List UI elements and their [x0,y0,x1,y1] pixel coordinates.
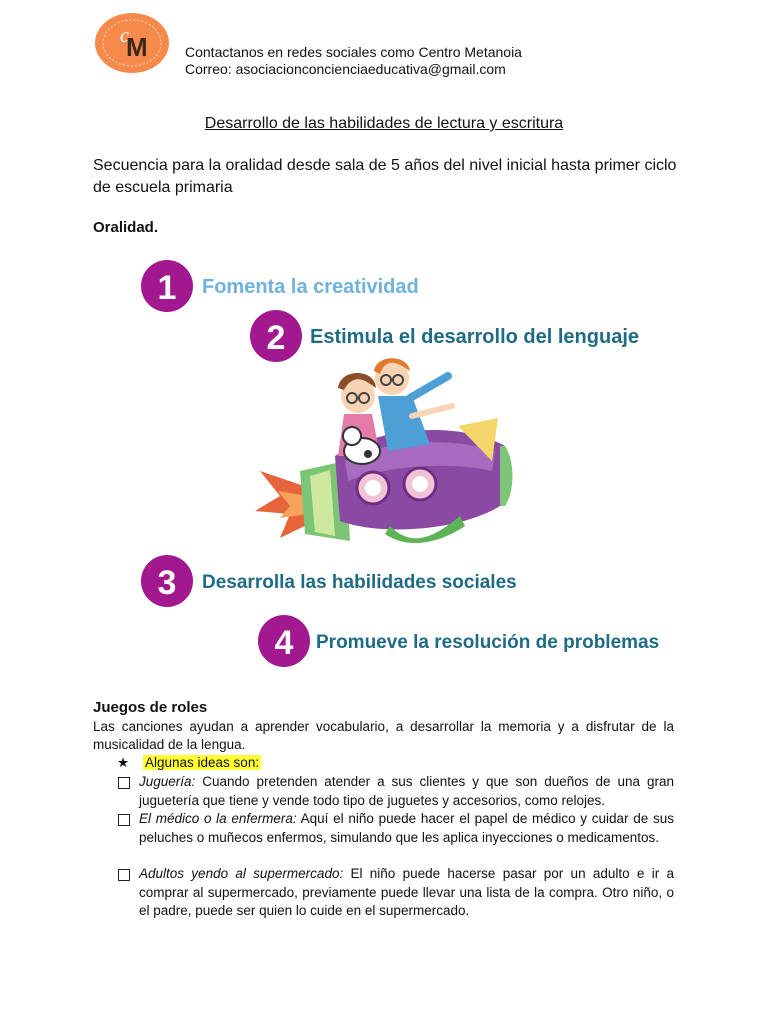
checkbox-icon [118,777,130,789]
svg-text:c: c [120,25,129,47]
roles-paragraph: Las canciones ayudan a aprender vocabulario, a desarrollar la memoria y a disfrutar de la musicalidad de la lengua. [93,719,674,752]
ideas-label: Algunas ideas son: [145,755,260,770]
item-title: El médico o la enfermera: [139,811,297,826]
infographic-number-2: 2 [266,319,286,357]
infographic-label-1: Fomenta la creatividad [202,276,419,298]
infographic-label-2: Estimula el desarrollo del lenguaje [310,326,639,348]
logo-letters: M [126,32,148,62]
ideas-bullet [117,754,261,772]
item-text: El niño puede hacerse pasar por un adulto e ir a comprar al supermercado, previamente puede llevar una lista de la compra. Otro niño, o el padre, puede ser quien lo cuide en el supermercado. [139,866,674,918]
infographic [130,256,670,676]
checkbox-icon [118,814,130,826]
contact-info [185,44,522,78]
infographic-item-1 [141,260,419,312]
infographic-item-3 [141,555,517,607]
list-item [118,810,674,847]
star-icon: ★ [117,755,130,770]
document-title-text: Desarrollo de las habilidades de lectura y escritura [204,115,564,132]
infographic-number-1: 1 [157,269,177,307]
item-text: Aquí el niño puede hacer el papel de médico y cuidar de sus peluches o muñecos enfermos, simulando que les aplica inyecciones o medicamentos. [139,811,674,845]
infographic-label-3: Desarrolla las habilidades sociales [202,572,517,593]
infographic-number-3: 3 [157,564,177,602]
infographic-item-2 [250,310,639,362]
document-title [0,115,768,133]
contact-line-email: Correo: asociacionconcienciaeducativa@gmail.com [185,61,506,77]
contact-line-social: Contactanos en redes sociales como Centro Metanoia [185,44,522,60]
list-item [118,773,674,810]
item-title: Adultos yendo al supermercado: [139,866,344,881]
infographic-label-4: Promueve la resolución de problemas [316,632,660,653]
rocket-illustration [255,358,513,543]
section-heading-roles: Juegos de roles [93,699,208,716]
section-heading-oralidad: Oralidad. [93,219,159,236]
infographic-item-4 [258,615,659,667]
infographic-number-4: 4 [274,624,294,662]
logo [94,12,170,74]
list-item [118,865,674,921]
checkbox-icon [118,869,130,881]
item-title: Juguería: [139,774,196,789]
item-text: Cuando pretenden atender a sus clientes y que son dueños de una gran juguetería que tiene y vende todo tipo de juguetes y accesorios, como relojes. [139,774,674,808]
intro-text: Secuencia para la oralidad desde sala de 5 años del nivel inicial hasta primer ciclo de escuela primaria [93,157,677,196]
